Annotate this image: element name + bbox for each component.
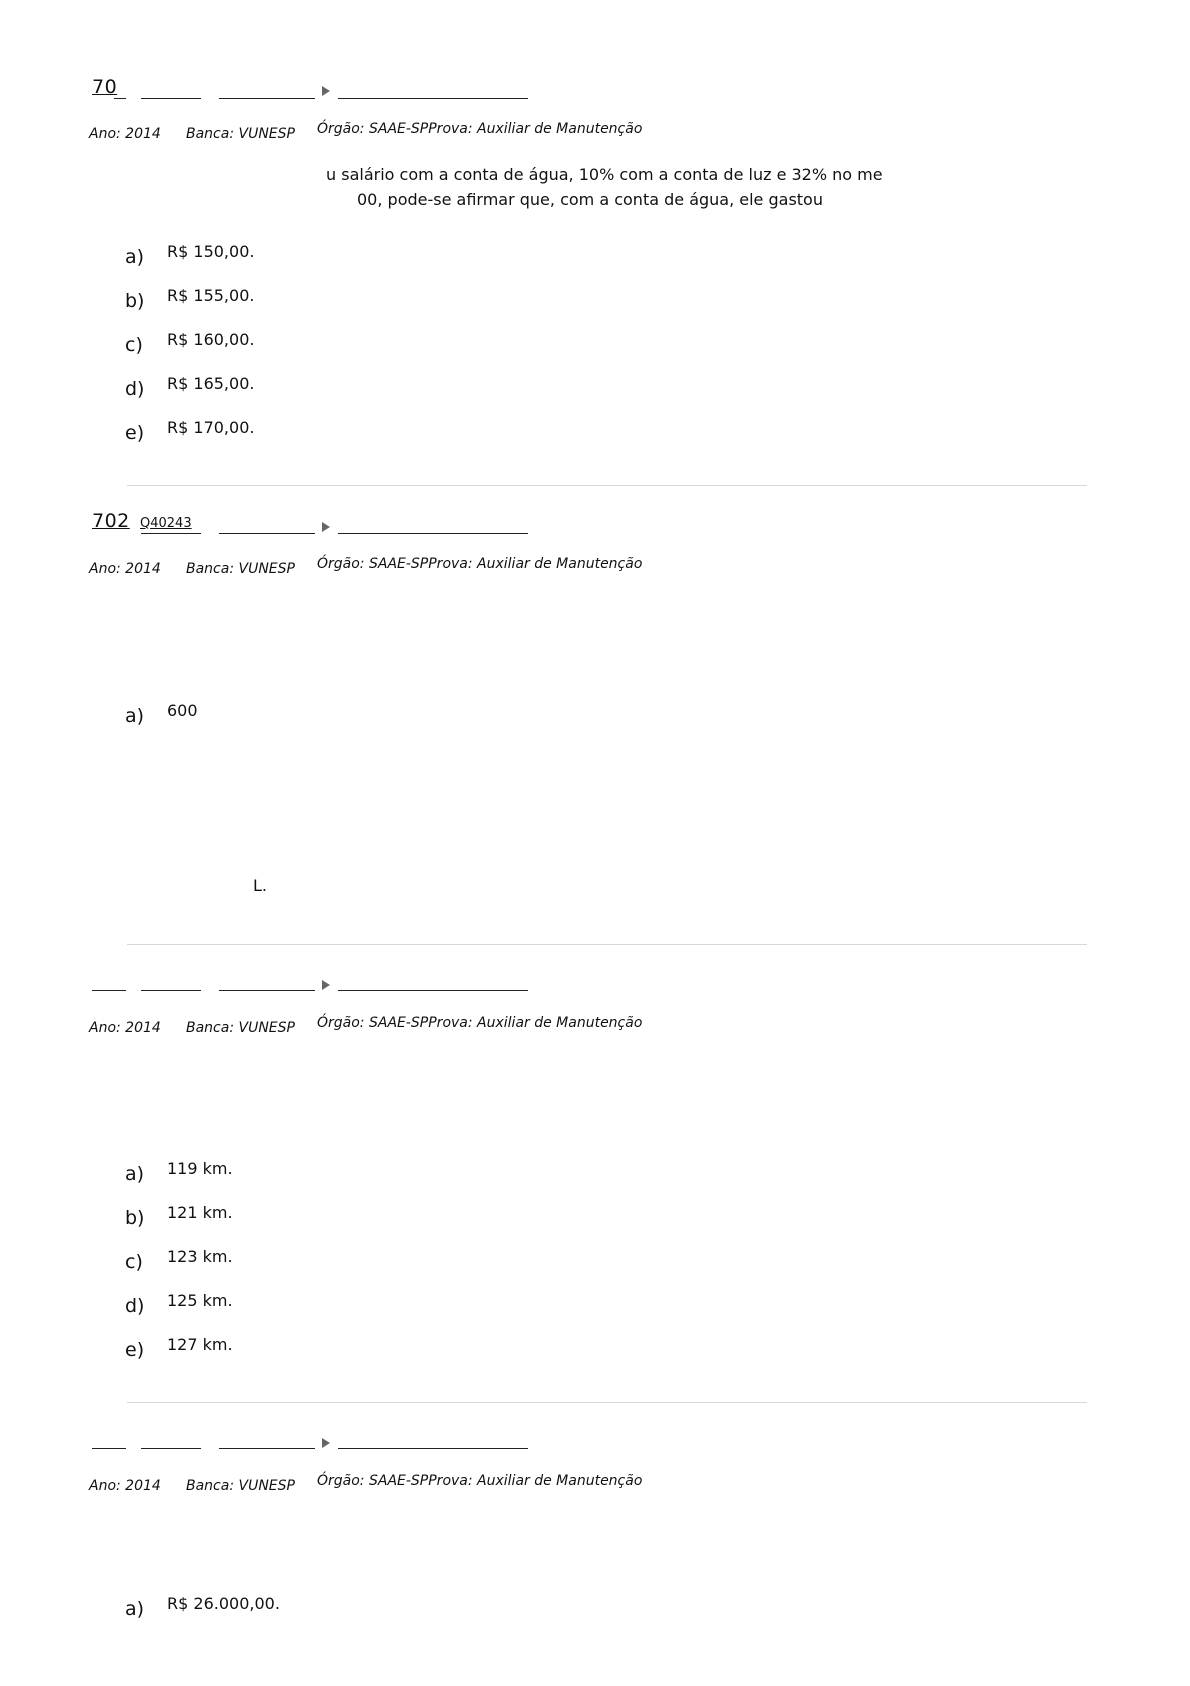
option-letter[interactable]: d) <box>125 378 145 400</box>
header-link-underline[interactable] <box>141 533 201 534</box>
option-letter[interactable]: e) <box>125 1339 145 1361</box>
header-link-underline[interactable] <box>338 98 528 99</box>
statement-line: 00, pode-se afirmar que, com a conta de água, ele gastou <box>357 190 823 209</box>
option-letter[interactable]: c) <box>125 334 143 356</box>
meta-orgao-prova: Órgão: SAAE-SPProva: Auxiliar de Manutenção <box>317 556 643 572</box>
option-letter[interactable]: b) <box>125 290 145 312</box>
meta-banca: Banca: VUNESP <box>186 561 295 577</box>
option-text: R$ 160,00. <box>167 330 255 349</box>
header-link-underline[interactable] <box>219 533 315 534</box>
question-separator <box>127 1402 1087 1403</box>
option-letter[interactable]: a) <box>125 1598 145 1620</box>
header-link-underline[interactable] <box>141 1448 201 1449</box>
option-letter[interactable]: d) <box>125 1295 145 1317</box>
option-text: R$ 155,00. <box>167 286 255 305</box>
meta-ano: Ano: 2014 <box>89 1020 161 1036</box>
option-text: 125 km. <box>167 1291 233 1310</box>
header-link-underline[interactable] <box>92 1448 126 1449</box>
meta-banca: Banca: VUNESP <box>186 126 295 142</box>
option-text: 123 km. <box>167 1247 233 1266</box>
option-text: 600 <box>167 701 198 720</box>
meta-banca: Banca: VUNESP <box>186 1020 295 1036</box>
option-letter[interactable]: b) <box>125 1207 145 1229</box>
option-text: R$ 26.000,00. <box>167 1594 280 1613</box>
question-code[interactable]: Q40243 <box>140 516 192 531</box>
option-text: R$ 165,00. <box>167 374 255 393</box>
meta-ano: Ano: 2014 <box>89 126 161 142</box>
play-icon <box>322 86 330 96</box>
header-link-underline[interactable] <box>219 990 315 991</box>
meta-orgao-prova: Órgão: SAAE-SPProva: Auxiliar de Manutenção <box>317 1473 643 1489</box>
option-letter[interactable]: c) <box>125 1251 143 1273</box>
question-separator <box>127 485 1087 486</box>
meta-banca: Banca: VUNESP <box>186 1478 295 1494</box>
header-link-underline[interactable] <box>338 990 528 991</box>
option-letter[interactable]: a) <box>125 1163 145 1185</box>
header-link-underline <box>114 98 126 99</box>
option-text: 121 km. <box>167 1203 233 1222</box>
statement-line: u salário com a conta de água, 10% com a conta de luz e 32% no me <box>326 165 883 184</box>
header-link-underline[interactable] <box>219 1448 315 1449</box>
text-fragment: L. <box>253 876 267 895</box>
option-text: 127 km. <box>167 1335 233 1354</box>
meta-ano: Ano: 2014 <box>89 1478 161 1494</box>
header-link-underline[interactable] <box>141 98 201 99</box>
header-link-underline[interactable] <box>141 990 201 991</box>
play-icon <box>322 522 330 532</box>
option-text: R$ 170,00. <box>167 418 255 437</box>
meta-orgao-prova: Órgão: SAAE-SPProva: Auxiliar de Manutenção <box>317 121 643 137</box>
header-link-underline[interactable] <box>92 990 126 991</box>
question-number[interactable]: 70 <box>92 76 118 98</box>
option-letter[interactable]: a) <box>125 246 145 268</box>
header-link-underline[interactable] <box>219 98 315 99</box>
option-letter[interactable]: e) <box>125 422 145 444</box>
header-link-underline[interactable] <box>338 533 528 534</box>
option-letter[interactable]: a) <box>125 705 145 727</box>
option-text: R$ 150,00. <box>167 242 255 261</box>
question-number[interactable]: 702 <box>92 510 130 532</box>
option-text: 119 km. <box>167 1159 233 1178</box>
meta-ano: Ano: 2014 <box>89 561 161 577</box>
meta-orgao-prova: Órgão: SAAE-SPProva: Auxiliar de Manutenção <box>317 1015 643 1031</box>
header-link-underline[interactable] <box>338 1448 528 1449</box>
play-icon <box>322 1438 330 1448</box>
question-separator <box>127 944 1087 945</box>
play-icon <box>322 980 330 990</box>
